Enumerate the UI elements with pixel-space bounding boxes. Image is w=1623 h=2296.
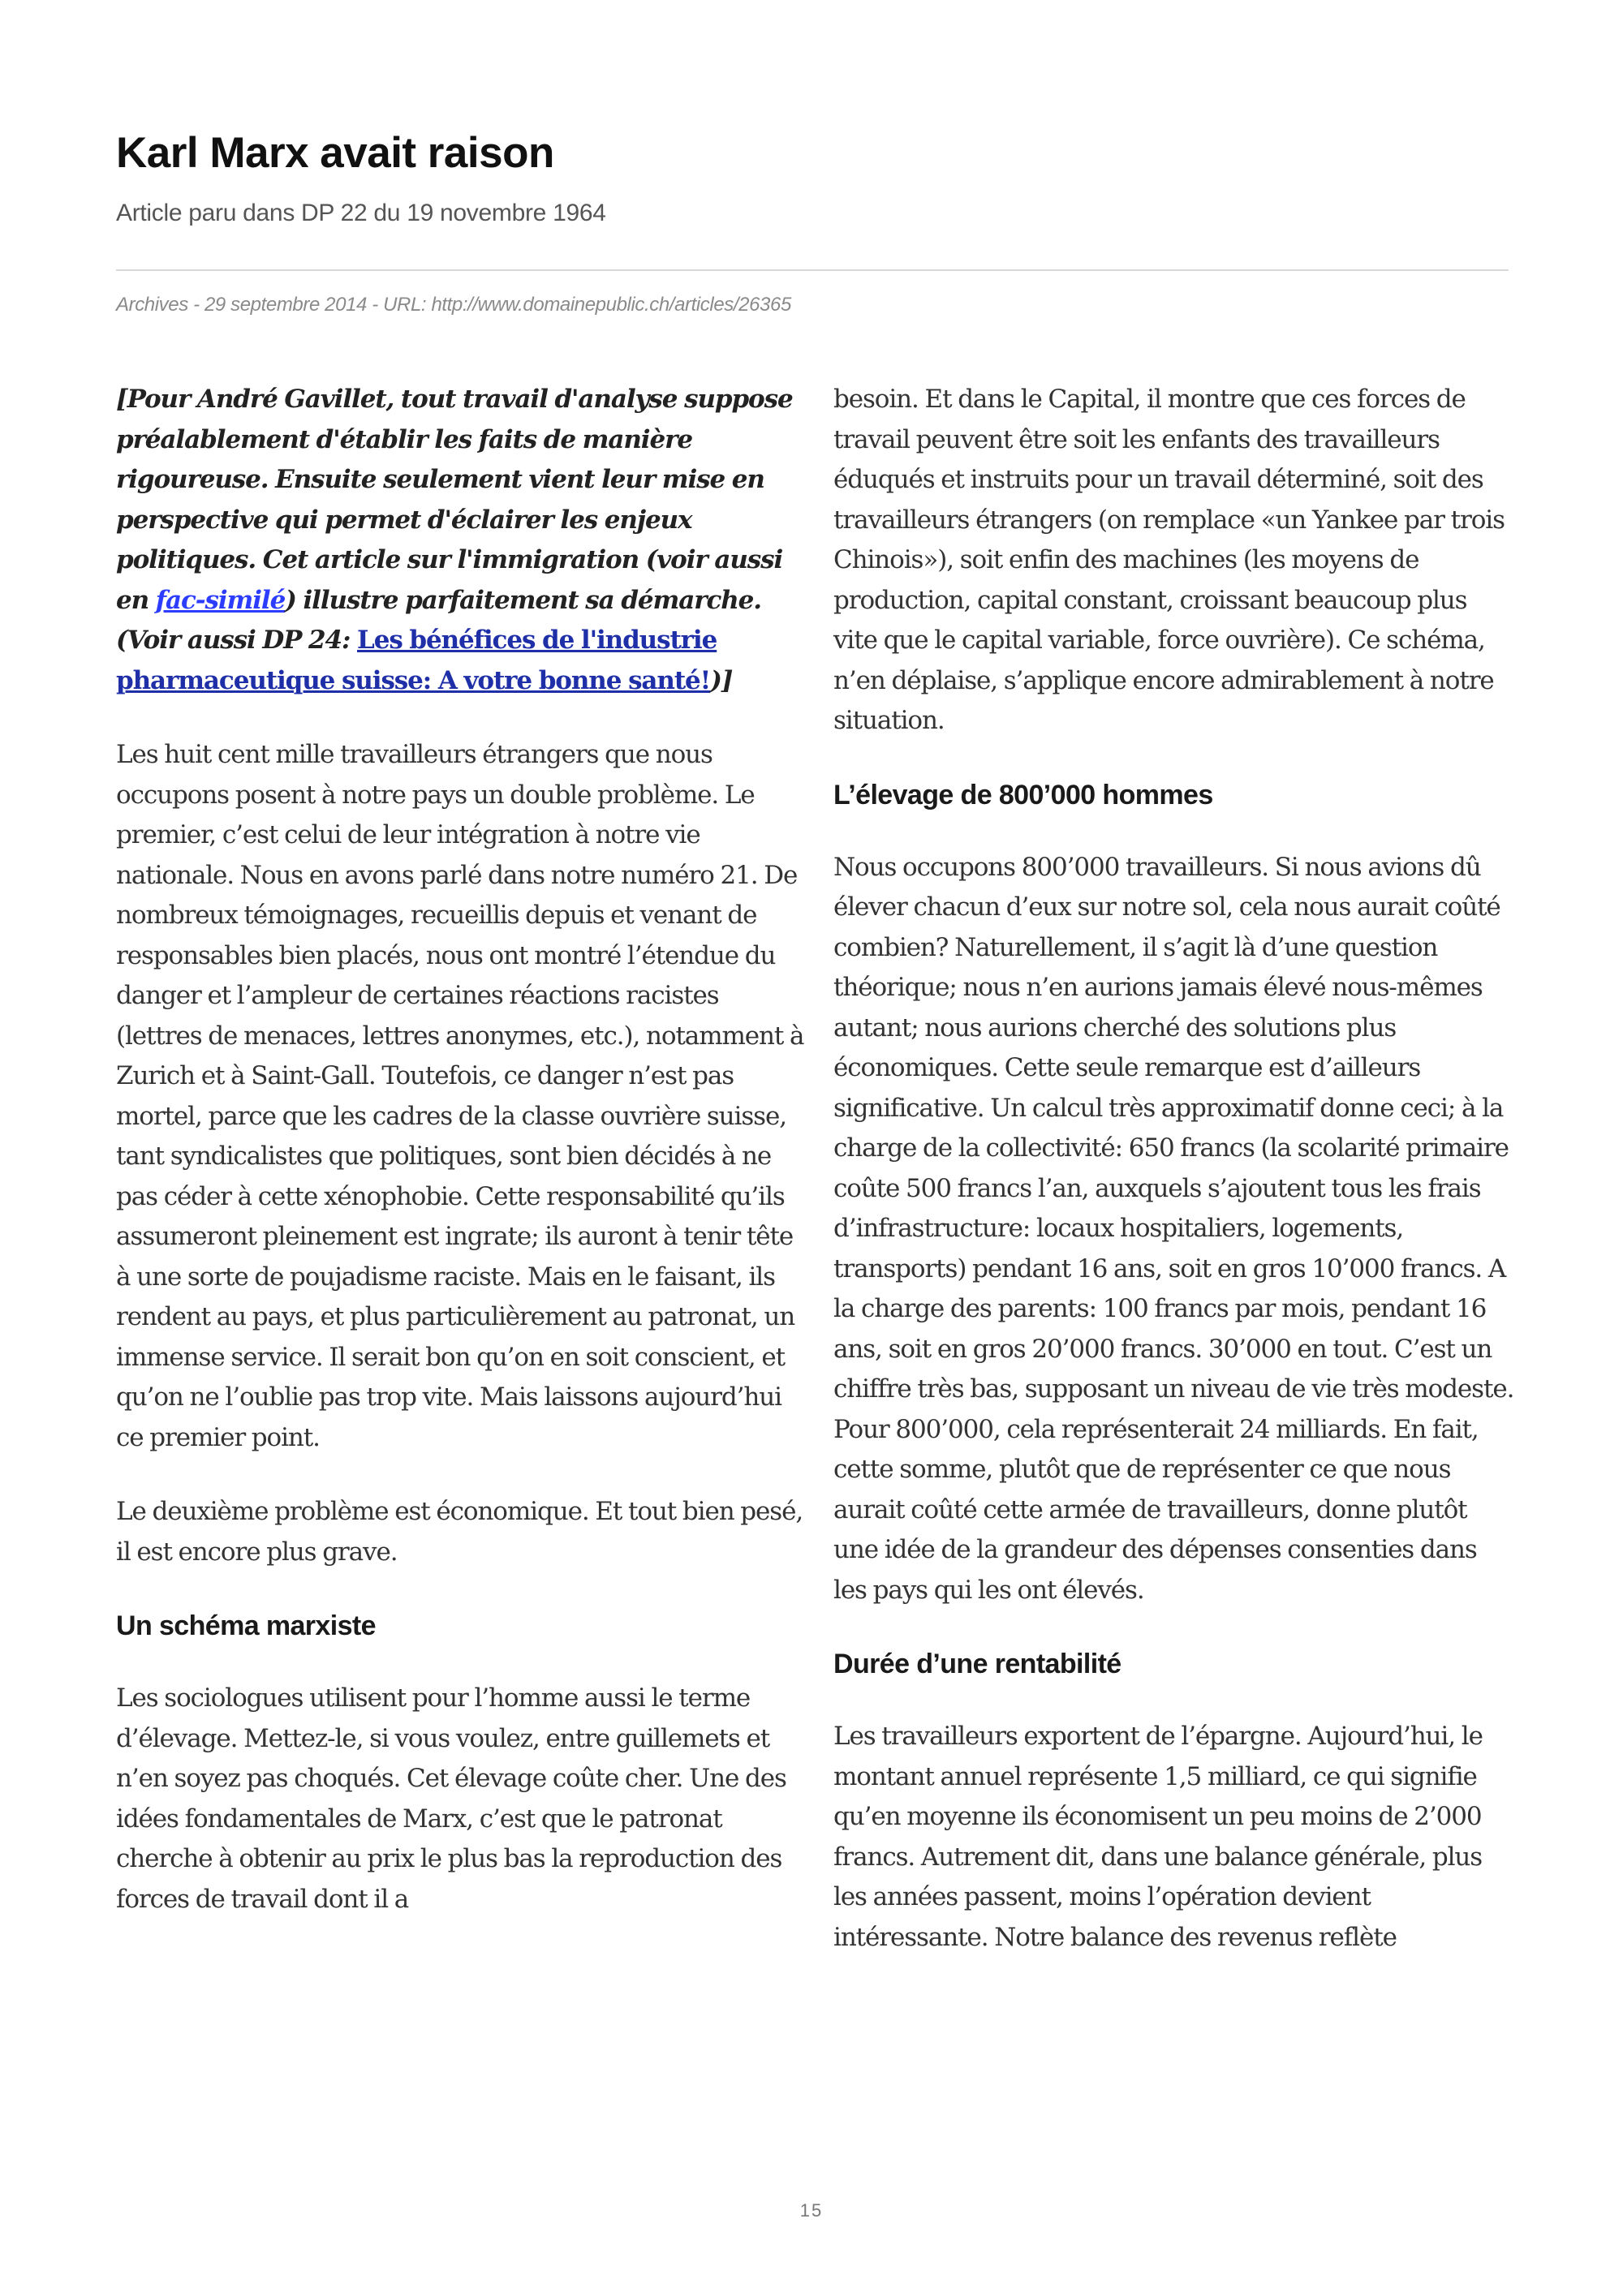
- article-title: Karl Marx avait raison: [116, 129, 554, 177]
- page-number: 15: [799, 2200, 824, 2221]
- section-heading-schema: Un schéma marxiste: [116, 1610, 376, 1641]
- right-column: [833, 380, 1515, 1992]
- body-paragraph: Les sociologues utilisent pour l’homme aussi le terme d’élevage. Mettez-le, si vous voulez, entre guillemets et n’en soyez pas choqués. Cet élevage coûte cher. Une des idées fondamentales de Marx, c’est que le patronat cherche à obtenir au prix le plus bas la reproduction des forces de travail dont il a: [116, 1683, 786, 1914]
- section-heading-elevage: L’élevage de 800’000 hommes: [833, 779, 1213, 810]
- article-subtitle: Article paru dans DP 22 du 19 novembre 1964: [116, 200, 606, 226]
- body-paragraph: Les travailleurs exportent de l’épargne. Aujourd’hui, le montant annuel représente 1,5 milliard, ce qui signifie qu’en moyenne ils économisent un peu moins de 2’000 francs. Autrement dit, dans une balance générale, plus les années passent, moins l’opération devient intéressante. Notre balance des revenus reflète: [833, 1722, 1483, 1952]
- header-divider: [116, 269, 1509, 271]
- related-article-link[interactable]: Les bénéfices de l'industrie pharmaceutique suisse: A votre bonne santé!: [116, 626, 717, 695]
- left-column: [116, 380, 807, 1954]
- facsimile-link[interactable]: fac-similé: [155, 585, 286, 615]
- archive-meta: Archives - 29 septembre 2014 - URL: http://www.domainepublic.ch/articles/26365: [116, 294, 791, 316]
- section-heading-duree: Durée d’une rentabilité: [833, 1649, 1121, 1679]
- intro-text-3: )]: [710, 665, 733, 695]
- body-paragraph: Les huit cent mille travailleurs étrangers que nous occupons posent à notre pays un double problème. Le premier, c’est celui de leur intégration à notre vie nationale. Nous en avons parlé dans notre numéro 21. De nombreux témoignages, recueillis depuis et venant de responsables bien placés, nous ont montré l’étendue du danger et l’ampleur de certaines réactions racistes (lettres de menaces, lettres anonymes, etc.), notamment à Zurich et à Saint-Gall. Toutefois, ce danger n’est pas mortel, parce que les cadres de la classe ouvrière suisse, tant syndicalistes que politiques, sont bien décidés à ne pas céder à cette xénophobie. Cette responsabilité qu’ils assumeront pleinement est ingrate; ils auront à tenir tête à une sorte de poujadisme raciste. Mais en le faisant, ils rendent au pays, et plus particulièrement au patronat, un immense service. Il serait bon qu’on en soit conscient, et qu’on ne l’oublie pas trop vite. Mais laissons aujourd’hui ce premier point.: [116, 740, 804, 1452]
- body-paragraph: Le deuxième problème est économique. Et tout bien pesé, il est encore plus grave.: [116, 1497, 803, 1567]
- intro-text-2: ) illustre parfaitement sa démarche. (Voir aussi DP 24:: [116, 585, 761, 655]
- body-paragraph: besoin. Et dans le Capital, il montre que ces forces de travail peuvent être soit les enfants des travailleurs éduqués et instruits pour un travail déterminé, soit des travailleurs étrangers (on remplace «un Yankee par trois Chinois»), soit enfin des machines (les moyens de production, capital constant, croissant beaucoup plus vite que le capital variable, force ouvrière). Ce schéma, n’en déplaise, s’applique encore admirablement à notre situation.: [833, 385, 1505, 735]
- intro-paragraph: [116, 380, 807, 701]
- body-paragraph: Nous occupons 800’000 travailleurs. Si nous avions dû élever chacun d’eux sur notre sol, cela nous aurait coûté combien? Naturellement, il s’agit là d’une question théorique; nous n’en aurions jamais élevé nous-mêmes autant; nous aurions cherché des solutions plus économiques. Cette seule remarque est d’ailleurs significative. Un calcul très approximatif donne ceci; à la charge de la collectivité: 650 francs (la scolarité primaire coûte 500 francs l’an, auxquels s’ajoutent tous les frais d’infrastructure: locaux hospitaliers, logements, transports) pendant 16 ans, soit en gros 10’000 francs. A la charge des parents: 100 francs par mois, pendant 16 ans, soit en gros 20’000 francs. 30’000 en tout. C’est un chiffre très bas, supposant un niveau de vie très modeste. Pour 800’000, cela représenterait 24 milliards. En fait, cette somme, plutôt que de représenter ce que nous aurait coûté cette armée de travailleurs, donne plutôt une idée de la grandeur des dépenses consenties dans les pays qui les ont élevés.: [833, 852, 1514, 1605]
- intro-text-1: [Pour André Gavillet, tout travail d'analyse suppose préalablement d'établir les faits de manière rigoureuse. Ensuite seulement vient leur mise en perspective qui permet d'éclairer les enjeux politiques. Cet article sur l'immigration (voir aussi en: [116, 385, 793, 615]
